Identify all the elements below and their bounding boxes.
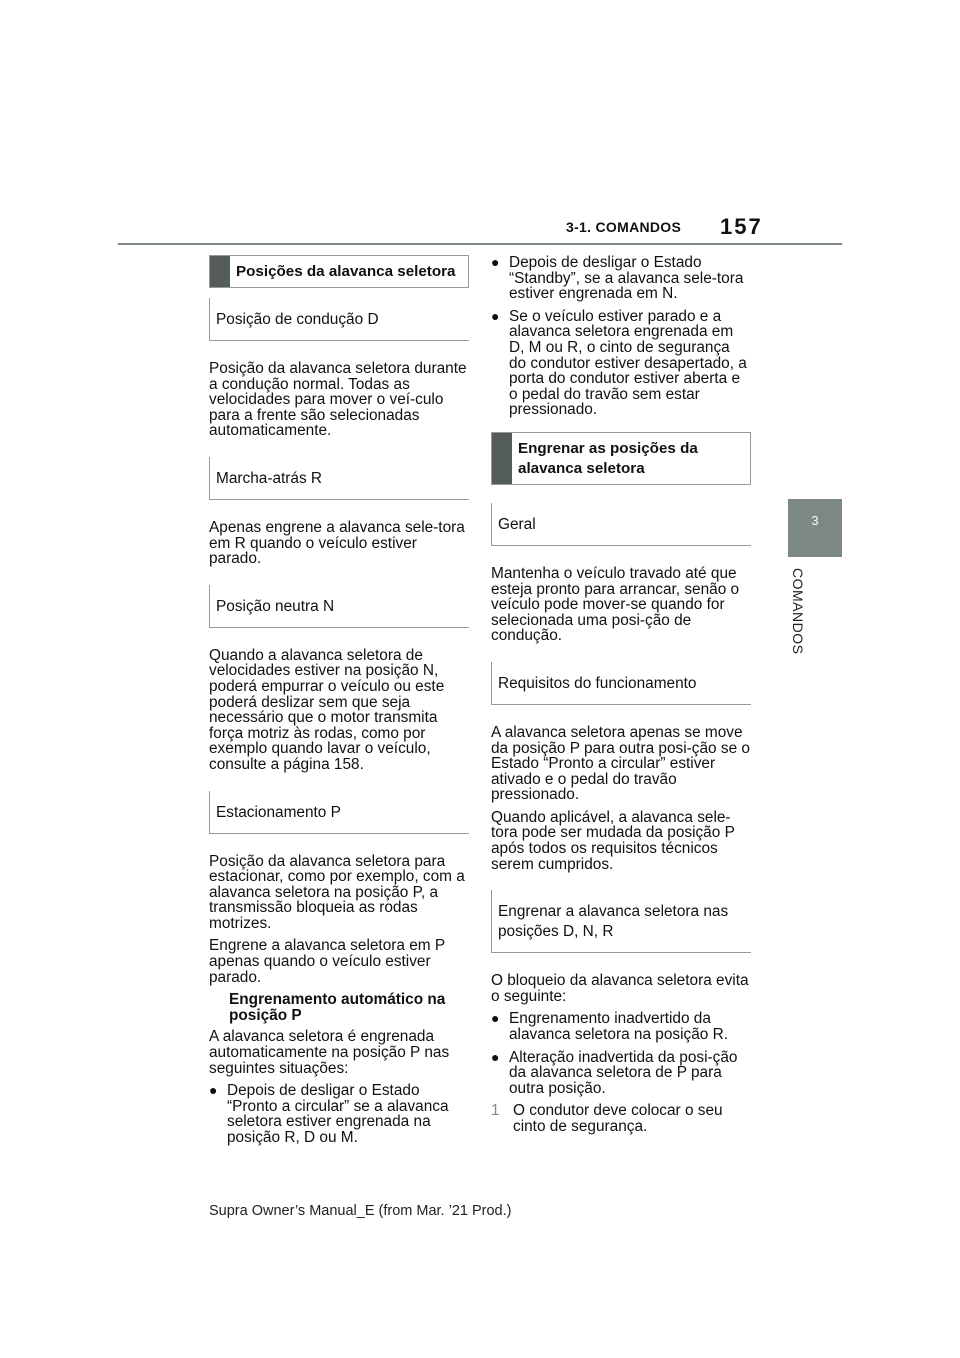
step-text: O condutor deve colocar o seu cinto de segurança. bbox=[513, 1102, 723, 1135]
chapter-tab: 3 bbox=[788, 499, 842, 557]
subheading-reverse: Marcha-atrás R bbox=[209, 457, 469, 500]
bold-subheading: Engrenamento automático na posição P bbox=[229, 991, 446, 1024]
right-column bbox=[491, 255, 751, 1142]
paragraph: Mantenha o veículo travado até que esteja pronto para arrancar, senão o veículo pode mover-se quando for selecionada uma posi-ção de condução. bbox=[491, 564, 740, 645]
subheading-drive-position: Posição de condução D bbox=[209, 298, 469, 341]
paragraph: Posição da alavanca seletora durante a condução normal. Todas as velocidades para mover o veí-culo para a frente são selecionadas automaticamente. bbox=[209, 360, 467, 440]
subheading-neutral: Posição neutra N bbox=[209, 585, 469, 628]
paragraph: A alavanca seletora apenas se move da posição P para outra posi-ção se o Estado “Pronto a circular” estiver ativado e o pedal do travão pressionado. bbox=[491, 723, 750, 804]
paragraph: Apenas engrene a alavanca sele-tora em R quando o veículo estiver parado. bbox=[209, 518, 465, 568]
paragraph: Quando a alavanca seletora de velocidades estiver na posição N, poderá empurrar o veículo ou este poderá deslizar sem que seja necessário que o motor transmita força motriz às rodas, como por exemplo quando lavar o veículo, consulte a página 158. bbox=[209, 646, 445, 773]
subheading-general: Geral bbox=[491, 503, 751, 546]
numbered-step bbox=[491, 1103, 751, 1134]
subheading-engage-dnr: Engrenar a alavanca seletora nas posições D, N, R bbox=[491, 890, 751, 953]
subheading-park: Estacionamento P bbox=[209, 791, 469, 834]
list-item bbox=[209, 1083, 469, 1145]
header-divider bbox=[118, 243, 842, 245]
list-item-text: Depois de desligar o Estado “Pronto a circular” se a alavanca seletora estiver engrenada na posição R, D ou M. bbox=[227, 1082, 449, 1146]
bullet-icon: ● bbox=[491, 254, 500, 270]
paragraph: Quando aplicável, a alavanca sele-tora pode ser mudada da posição P após todos os requisitos técnicos serem cumpridos. bbox=[491, 808, 735, 873]
list-item bbox=[491, 255, 751, 302]
bullet-icon: ● bbox=[491, 1048, 500, 1065]
paragraph: A alavanca seletora é engrenada automaticamente na posição P nas seguintes situações: bbox=[209, 1028, 450, 1077]
paragraph: Engrene a alavanca seletora em P apenas quando o veículo estiver parado. bbox=[209, 937, 445, 986]
chapter-label: COMANDOS bbox=[790, 568, 806, 655]
left-column bbox=[209, 255, 469, 1153]
list-item-text: Engrenamento inadvertido da alavanca seletora na posição R. bbox=[509, 1010, 729, 1044]
section-title: 3-1. COMANDOS bbox=[566, 219, 682, 235]
list-item-text: Se o veículo estiver parado e a alavanca seletora engrenada em D, M ou R, o cinto de segurança do condutor estiver desapertado, a porta do condutor estiver aberta e o pedal do travão sem estar pressionado. bbox=[509, 307, 747, 419]
subheading-requirements: Requisitos do funcionamento bbox=[491, 662, 751, 705]
list-item-text: Alteração inadvertida da posi-ção da alavanca seletora de P para outra posição. bbox=[509, 1048, 738, 1097]
section-heading-box: Posições da alavanca seletora bbox=[209, 255, 469, 288]
step-number: 1 bbox=[491, 1102, 500, 1120]
bullet-icon: ● bbox=[491, 1010, 500, 1027]
footer-text: Supra Owner’s Manual_E (from Mar. ’21 Prod.) bbox=[209, 1203, 512, 1219]
list-item bbox=[491, 1050, 751, 1097]
list-item bbox=[491, 1011, 751, 1042]
page-number: 157 bbox=[720, 214, 763, 239]
paragraph: O bloqueio da alavanca seletora evita o seguinte: bbox=[491, 972, 749, 1005]
bullet-icon: ● bbox=[491, 307, 500, 324]
bullet-icon: ● bbox=[209, 1082, 218, 1099]
list-item bbox=[491, 309, 751, 418]
list-item-text: Depois de desligar o Estado “Standby”, se a alavanca sele-tora estiver engrenada em N. bbox=[509, 254, 744, 303]
paragraph: Posição da alavanca seletora para estacionar, como por exemplo, com a alavanca seletora na posição P, a transmissão bloqueia as rodas motrizes. bbox=[209, 852, 465, 932]
section-heading-box: Engrenar as posições da alavanca seletora bbox=[491, 432, 751, 485]
